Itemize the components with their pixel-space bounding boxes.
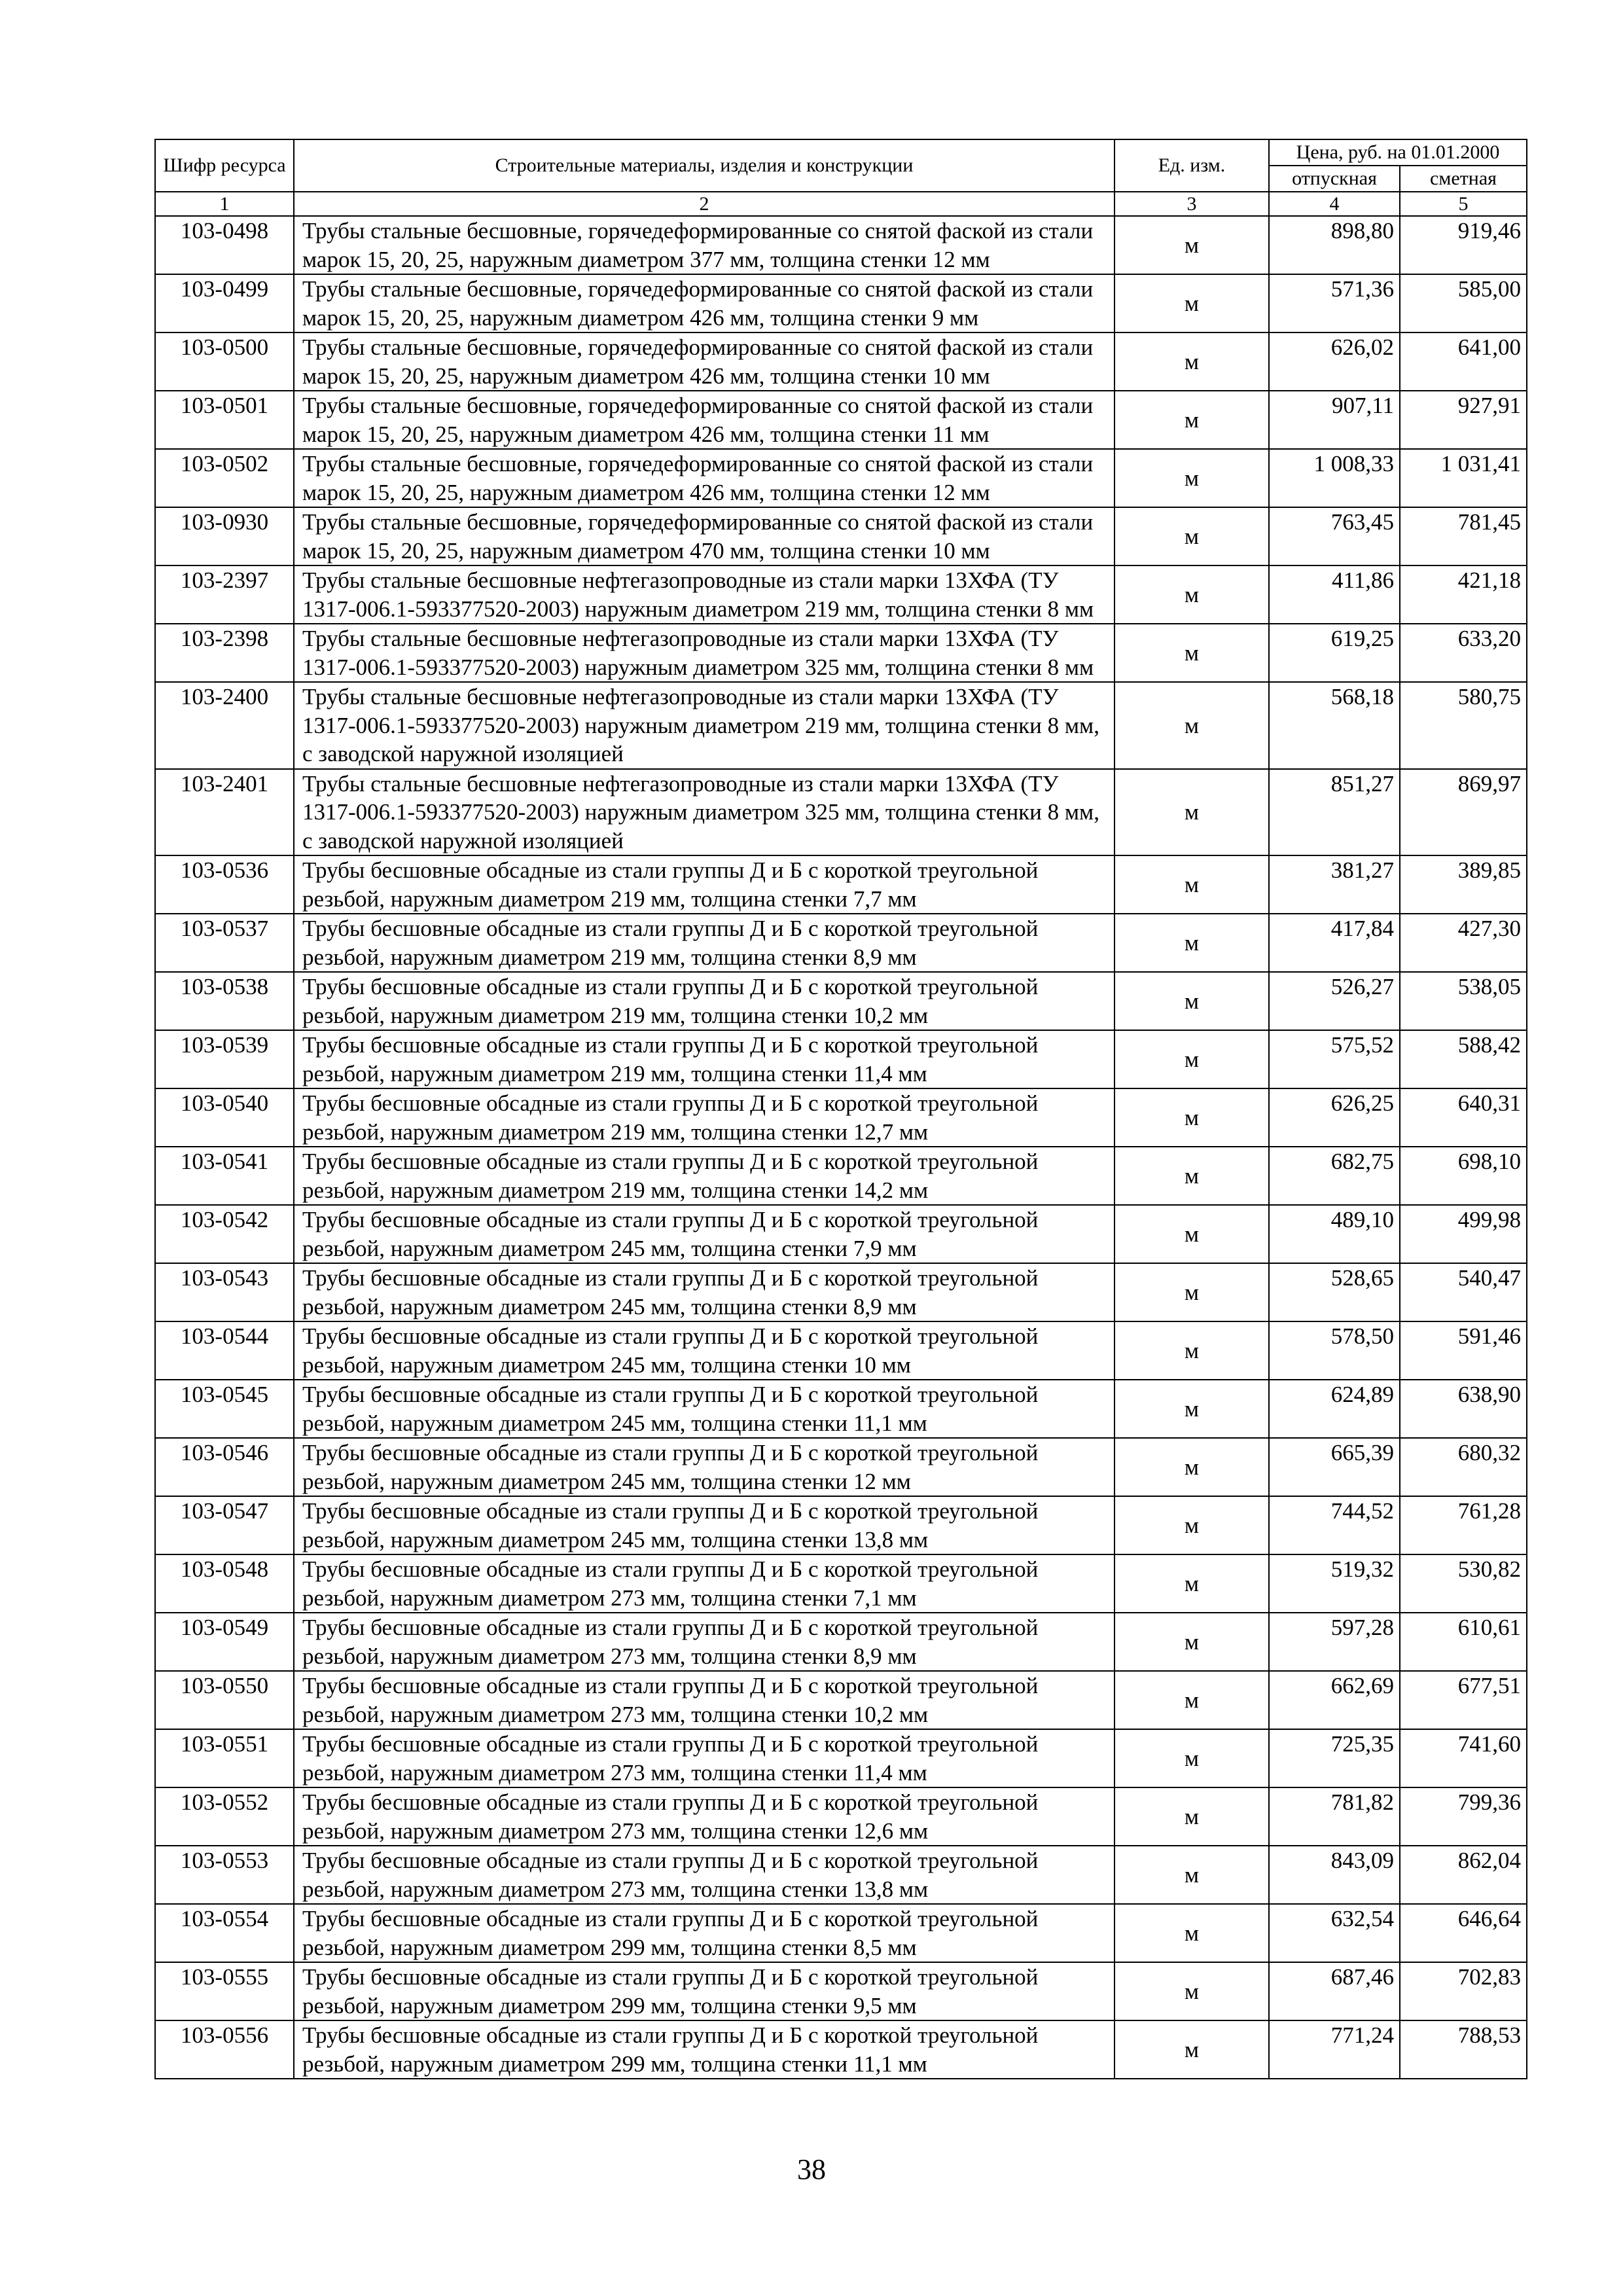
unit-of-measure: м [1115, 1380, 1269, 1438]
release-price: 744,52 [1269, 1496, 1400, 1554]
material-name: Трубы бесшовные обсадные из стали группы Д и Б с короткой треугольной резьбой, наружным диаметром 245 мм, толщина стенки 10 мм [294, 1321, 1115, 1380]
column-number: 3 [1115, 192, 1269, 216]
resource-code: 103-0542 [155, 1205, 294, 1263]
material-name: Трубы стальные бесшовные нефтегазопроводные из стали марки 13ХФА (ТУ 1317-006.1-593377520-2003) наружным диаметром 325 мм, толщина стенки 8 мм, с заводской наружной изоляцией [294, 769, 1115, 856]
estimate-price: 869,97 [1400, 769, 1527, 856]
release-price: 417,84 [1269, 914, 1400, 972]
estimate-price: 633,20 [1400, 624, 1527, 682]
material-name: Трубы бесшовные обсадные из стали группы Д и Б с короткой треугольной резьбой, наружным диаметром 299 мм, толщина стенки 9,5 мм [294, 1962, 1115, 2020]
table-row [155, 1496, 1527, 1554]
release-price: 526,27 [1269, 972, 1400, 1030]
resource-code: 103-0543 [155, 1263, 294, 1321]
resource-code: 103-0499 [155, 274, 294, 332]
table-row [155, 1205, 1527, 1263]
material-name: Трубы бесшовные обсадные из стали группы Д и Б с короткой треугольной резьбой, наружным диаметром 219 мм, толщина стенки 7,7 мм [294, 855, 1115, 914]
estimate-price: 698,10 [1400, 1147, 1527, 1205]
unit-of-measure: м [1115, 565, 1269, 624]
estimate-price: 538,05 [1400, 972, 1527, 1030]
table-row [155, 1554, 1527, 1613]
release-price: 575,52 [1269, 1030, 1400, 1088]
header-price-group: Цена, руб. на 01.01.2000 [1269, 139, 1527, 166]
estimate-price: 591,46 [1400, 1321, 1527, 1380]
table-row [155, 1846, 1527, 1904]
release-price: 851,27 [1269, 769, 1400, 856]
unit-of-measure: м [1115, 1613, 1269, 1671]
table-row [155, 332, 1527, 391]
material-name: Трубы стальные бесшовные нефтегазопроводные из стали марки 13ХФА (ТУ 1317-006.1-593377520-2003) наружным диаметром 219 мм, толщина стенки 8 мм, с заводской наружной изоляцией [294, 682, 1115, 769]
header-unit: Ед. изм. [1115, 139, 1269, 192]
table-row [155, 1787, 1527, 1846]
table-row [155, 565, 1527, 624]
estimate-price: 530,82 [1400, 1554, 1527, 1613]
resource-code: 103-0545 [155, 1380, 294, 1438]
release-price: 771,24 [1269, 2020, 1400, 2079]
release-price: 687,46 [1269, 1962, 1400, 2020]
table-row [155, 216, 1527, 274]
table-row [155, 1729, 1527, 1787]
unit-of-measure: м [1115, 769, 1269, 856]
unit-of-measure: м [1115, 1030, 1269, 1088]
resource-code: 103-0930 [155, 507, 294, 565]
unit-of-measure: м [1115, 855, 1269, 914]
release-price: 568,18 [1269, 682, 1400, 769]
estimate-price: 389,85 [1400, 855, 1527, 914]
table-row [155, 1438, 1527, 1496]
column-number: 1 [155, 192, 294, 216]
material-name: Трубы стальные бесшовные, горячедеформированные со снятой фаской из стали марок 15, 20, 25, наружным диаметром 377 мм, толщина стенки 12 мм [294, 216, 1115, 274]
estimate-price: 646,64 [1400, 1904, 1527, 1962]
table-row [155, 1030, 1527, 1088]
unit-of-measure: м [1115, 972, 1269, 1030]
material-name: Трубы бесшовные обсадные из стали группы Д и Б с короткой треугольной резьбой, наружным диаметром 299 мм, толщина стенки 8,5 мм [294, 1904, 1115, 1962]
resource-code: 103-0551 [155, 1729, 294, 1787]
resource-code: 103-0539 [155, 1030, 294, 1088]
unit-of-measure: м [1115, 1088, 1269, 1147]
estimate-price: 638,90 [1400, 1380, 1527, 1438]
table-row [155, 1147, 1527, 1205]
unit-of-measure: м [1115, 1904, 1269, 1962]
resource-code: 103-0547 [155, 1496, 294, 1554]
unit-of-measure: м [1115, 914, 1269, 972]
release-price: 528,65 [1269, 1263, 1400, 1321]
unit-of-measure: м [1115, 2020, 1269, 2079]
estimate-price: 580,75 [1400, 682, 1527, 769]
material-name: Трубы бесшовные обсадные из стали группы Д и Б с короткой треугольной резьбой, наружным диаметром 273 мм, толщина стенки 7,1 мм [294, 1554, 1115, 1613]
material-name: Трубы бесшовные обсадные из стали группы Д и Б с короткой треугольной резьбой, наружным диаметром 219 мм, толщина стенки 11,4 мм [294, 1030, 1115, 1088]
table-row [155, 274, 1527, 332]
resource-code: 103-0500 [155, 332, 294, 391]
column-number: 4 [1269, 192, 1400, 216]
estimate-price: 761,28 [1400, 1496, 1527, 1554]
release-price: 843,09 [1269, 1846, 1400, 1904]
table-body [155, 216, 1527, 2079]
release-price: 662,69 [1269, 1671, 1400, 1729]
material-name: Трубы бесшовные обсадные из стали группы Д и Б с короткой треугольной резьбой, наружным диаметром 273 мм, толщина стенки 11,4 мм [294, 1729, 1115, 1787]
resource-code: 103-0554 [155, 1904, 294, 1962]
estimate-price: 588,42 [1400, 1030, 1527, 1088]
resource-code: 103-0549 [155, 1613, 294, 1671]
unit-of-measure: м [1115, 624, 1269, 682]
table-row [155, 1321, 1527, 1380]
estimate-price: 421,18 [1400, 565, 1527, 624]
estimate-price: 1 031,41 [1400, 449, 1527, 507]
unit-of-measure: м [1115, 449, 1269, 507]
unit-of-measure: м [1115, 1962, 1269, 2020]
estimate-price: 788,53 [1400, 2020, 1527, 2079]
estimate-price: 585,00 [1400, 274, 1527, 332]
header-price-release: отпускная [1269, 166, 1400, 192]
material-name: Трубы бесшовные обсадные из стали группы Д и Б с короткой треугольной резьбой, наружным диаметром 219 мм, толщина стенки 12,7 мм [294, 1088, 1115, 1147]
resource-code: 103-2401 [155, 769, 294, 856]
table-row [155, 449, 1527, 507]
release-price: 489,10 [1269, 1205, 1400, 1263]
price-table [154, 139, 1527, 2079]
table-row [155, 1962, 1527, 2020]
resource-code: 103-0501 [155, 391, 294, 449]
material-name: Трубы бесшовные обсадные из стали группы Д и Б с короткой треугольной резьбой, наружным диаметром 273 мм, толщина стенки 12,6 мм [294, 1787, 1115, 1846]
table-row [155, 769, 1527, 856]
release-price: 682,75 [1269, 1147, 1400, 1205]
resource-code: 103-0541 [155, 1147, 294, 1205]
table-header [155, 139, 1527, 216]
release-price: 624,89 [1269, 1380, 1400, 1438]
unit-of-measure: м [1115, 216, 1269, 274]
release-price: 763,45 [1269, 507, 1400, 565]
resource-code: 103-0548 [155, 1554, 294, 1613]
unit-of-measure: м [1115, 1787, 1269, 1846]
table-row [155, 624, 1527, 682]
unit-of-measure: м [1115, 1205, 1269, 1263]
table-row [155, 972, 1527, 1030]
material-name: Трубы бесшовные обсадные из стали группы Д и Б с короткой треугольной резьбой, наружным диаметром 273 мм, толщина стенки 8,9 мм [294, 1613, 1115, 1671]
material-name: Трубы бесшовные обсадные из стали группы Д и Б с короткой треугольной резьбой, наружным диаметром 299 мм, толщина стенки 11,1 мм [294, 2020, 1115, 2079]
release-price: 571,36 [1269, 274, 1400, 332]
resource-code: 103-2397 [155, 565, 294, 624]
table-row [155, 855, 1527, 914]
resource-code: 103-0544 [155, 1321, 294, 1380]
column-number: 2 [294, 192, 1115, 216]
resource-code: 103-0552 [155, 1787, 294, 1846]
estimate-price: 680,32 [1400, 1438, 1527, 1496]
material-name: Трубы бесшовные обсадные из стали группы Д и Б с короткой треугольной резьбой, наружным диаметром 219 мм, толщина стенки 14,2 мм [294, 1147, 1115, 1205]
material-name: Трубы бесшовные обсадные из стали группы Д и Б с короткой треугольной резьбой, наружным диаметром 245 мм, толщина стенки 13,8 мм [294, 1496, 1115, 1554]
unit-of-measure: м [1115, 1554, 1269, 1613]
material-name: Трубы бесшовные обсадные из стали группы Д и Б с короткой треугольной резьбой, наружным диаметром 245 мм, толщина стенки 11,1 мм [294, 1380, 1115, 1438]
material-name: Трубы бесшовные обсадные из стали группы Д и Б с короткой треугольной резьбой, наружным диаметром 245 мм, толщина стенки 12 мм [294, 1438, 1115, 1496]
resource-code: 103-0555 [155, 1962, 294, 2020]
estimate-price: 702,83 [1400, 1962, 1527, 2020]
column-number: 5 [1400, 192, 1527, 216]
release-price: 626,02 [1269, 332, 1400, 391]
table-row [155, 391, 1527, 449]
estimate-price: 677,51 [1400, 1671, 1527, 1729]
resource-code: 103-0498 [155, 216, 294, 274]
estimate-price: 781,45 [1400, 507, 1527, 565]
resource-code: 103-0537 [155, 914, 294, 972]
table-row [155, 1904, 1527, 1962]
estimate-price: 499,98 [1400, 1205, 1527, 1263]
estimate-price: 640,31 [1400, 1088, 1527, 1147]
material-name: Трубы стальные бесшовные, горячедеформированные со снятой фаской из стали марок 15, 20, 25, наружным диаметром 426 мм, толщина стенки 10 мм [294, 332, 1115, 391]
release-price: 519,32 [1269, 1554, 1400, 1613]
release-price: 619,25 [1269, 624, 1400, 682]
unit-of-measure: м [1115, 1671, 1269, 1729]
unit-of-measure: м [1115, 1438, 1269, 1496]
release-price: 626,25 [1269, 1088, 1400, 1147]
release-price: 632,54 [1269, 1904, 1400, 1962]
table-row [155, 682, 1527, 769]
release-price: 381,27 [1269, 855, 1400, 914]
resource-code: 103-2398 [155, 624, 294, 682]
unit-of-measure: м [1115, 1846, 1269, 1904]
table-row [155, 1380, 1527, 1438]
unit-of-measure: м [1115, 682, 1269, 769]
release-price: 725,35 [1269, 1729, 1400, 1787]
resource-code: 103-0546 [155, 1438, 294, 1496]
release-price: 578,50 [1269, 1321, 1400, 1380]
unit-of-measure: м [1115, 507, 1269, 565]
unit-of-measure: м [1115, 1321, 1269, 1380]
estimate-price: 862,04 [1400, 1846, 1527, 1904]
unit-of-measure: м [1115, 332, 1269, 391]
header-name: Строительные материалы, изделия и конструкции [294, 139, 1115, 192]
unit-of-measure: м [1115, 1147, 1269, 1205]
estimate-price: 540,47 [1400, 1263, 1527, 1321]
table-row [155, 1671, 1527, 1729]
release-price: 898,80 [1269, 216, 1400, 274]
material-name: Трубы бесшовные обсадные из стали группы Д и Б с короткой треугольной резьбой, наружным диаметром 245 мм, толщина стенки 8,9 мм [294, 1263, 1115, 1321]
material-name: Трубы бесшовные обсадные из стали группы Д и Б с короткой треугольной резьбой, наружным диаметром 273 мм, толщина стенки 13,8 мм [294, 1846, 1115, 1904]
estimate-price: 641,00 [1400, 332, 1527, 391]
material-name: Трубы бесшовные обсадные из стали группы Д и Б с короткой треугольной резьбой, наружным диаметром 245 мм, толщина стенки 7,9 мм [294, 1205, 1115, 1263]
material-name: Трубы бесшовные обсадные из стали группы Д и Б с короткой треугольной резьбой, наружным диаметром 219 мм, толщина стенки 8,9 мм [294, 914, 1115, 972]
material-name: Трубы стальные бесшовные нефтегазопроводные из стали марки 13ХФА (ТУ 1317-006.1-593377520-2003) наружным диаметром 219 мм, толщина стенки 8 мм [294, 565, 1115, 624]
unit-of-measure: м [1115, 1729, 1269, 1787]
table-row [155, 1613, 1527, 1671]
table-row [155, 1088, 1527, 1147]
estimate-price: 799,36 [1400, 1787, 1527, 1846]
resource-code: 103-0550 [155, 1671, 294, 1729]
resource-code: 103-0540 [155, 1088, 294, 1147]
release-price: 597,28 [1269, 1613, 1400, 1671]
release-price: 411,86 [1269, 565, 1400, 624]
material-name: Трубы стальные бесшовные, горячедеформированные со снятой фаской из стали марок 15, 20, 25, наружным диаметром 426 мм, толщина стенки 11 мм [294, 391, 1115, 449]
resource-code: 103-0538 [155, 972, 294, 1030]
material-name: Трубы стальные бесшовные, горячедеформированные со снятой фаской из стали марок 15, 20, 25, наружным диаметром 426 мм, толщина стенки 12 мм [294, 449, 1115, 507]
release-price: 1 008,33 [1269, 449, 1400, 507]
release-price: 907,11 [1269, 391, 1400, 449]
release-price: 781,82 [1269, 1787, 1400, 1846]
material-name: Трубы бесшовные обсадные из стали группы Д и Б с короткой треугольной резьбой, наружным диаметром 273 мм, толщина стенки 10,2 мм [294, 1671, 1115, 1729]
resource-code: 103-0556 [155, 2020, 294, 2079]
resource-code: 103-0502 [155, 449, 294, 507]
estimate-price: 427,30 [1400, 914, 1527, 972]
estimate-price: 919,46 [1400, 216, 1527, 274]
unit-of-measure: м [1115, 391, 1269, 449]
estimate-price: 927,91 [1400, 391, 1527, 449]
resource-code: 103-2400 [155, 682, 294, 769]
release-price: 665,39 [1269, 1438, 1400, 1496]
table-row [155, 914, 1527, 972]
table-row [155, 2020, 1527, 2079]
material-name: Трубы стальные бесшовные, горячедеформированные со снятой фаской из стали марок 15, 20, 25, наружным диаметром 426 мм, толщина стенки 9 мм [294, 274, 1115, 332]
table-row [155, 1263, 1527, 1321]
material-name: Трубы бесшовные обсадные из стали группы Д и Б с короткой треугольной резьбой, наружным диаметром 219 мм, толщина стенки 10,2 мм [294, 972, 1115, 1030]
unit-of-measure: м [1115, 1263, 1269, 1321]
unit-of-measure: м [1115, 274, 1269, 332]
header-price-estimate: сметная [1400, 166, 1527, 192]
material-name: Трубы стальные бесшовные нефтегазопроводные из стали марки 13ХФА (ТУ 1317-006.1-593377520-2003) наружным диаметром 325 мм, толщина стенки 8 мм [294, 624, 1115, 682]
unit-of-measure: м [1115, 1496, 1269, 1554]
header-code: Шифр ресурса [155, 139, 294, 192]
estimate-price: 610,61 [1400, 1613, 1527, 1671]
page-number: 38 [797, 2153, 826, 2185]
resource-code: 103-0553 [155, 1846, 294, 1904]
material-name: Трубы стальные бесшовные, горячедеформированные со снятой фаской из стали марок 15, 20, 25, наружным диаметром 470 мм, толщина стенки 10 мм [294, 507, 1115, 565]
table-row [155, 507, 1527, 565]
resource-code: 103-0536 [155, 855, 294, 914]
estimate-price: 741,60 [1400, 1729, 1527, 1787]
